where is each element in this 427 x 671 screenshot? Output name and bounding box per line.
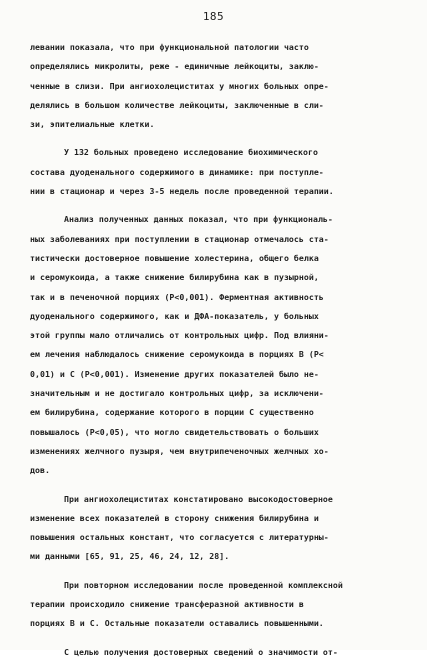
paragraph <box>30 210 400 480</box>
text-line: зи, эпителиальные клетки. <box>30 119 155 130</box>
paragraph <box>30 576 400 634</box>
paragraph <box>30 490 400 567</box>
text-line: нии в стационар и через 3-5 недель после проведенной терапии. <box>30 186 334 197</box>
text-line: дуоденального содержимого, как и ДФА-показатель, у больных <box>30 310 319 321</box>
text-line: дов. <box>30 465 50 476</box>
text-line: ми данными [65, 91, 25, 46, 24, 12, 28]. <box>30 551 230 562</box>
text-line: ных заболеваниях при поступлении в стационар отмечалось ста- <box>30 233 329 244</box>
text-line: определялись микролиты, реже - единичные лейкоциты, заклю- <box>30 61 319 72</box>
text-line: Анализ полученных данных показал, что при функциональ- <box>64 214 333 225</box>
text-line: изменениях желчного пузыря, чем внутрипеченочных желчных хо- <box>30 445 329 456</box>
text-line: тистически достоверное повышение холестерина, общего белка <box>30 252 319 263</box>
text-line: значительным и не достигало контрольных цифр, за исключени- <box>30 388 324 399</box>
text-line: терапии происходило снижение трансферазной активности в <box>30 599 304 610</box>
text-line: ченные в слизи. При ангиохолециститах у многих больных опре- <box>30 80 329 91</box>
text-line: левании показала, что при функциональной патологии часто <box>30 42 309 52</box>
body-text <box>30 38 400 671</box>
text-line: повышалось (Р<0,05), что могло свидетельствовать о больших <box>30 426 319 437</box>
page-number: 185 <box>202 10 225 23</box>
text-line: и серомукоида, а также снижение билирубина как в пузырной, <box>30 272 319 283</box>
text-line: При повторном исследовании после проведенной комплексной <box>64 579 343 590</box>
text-line: так и в печеночной порциях (Р<0,001). Ферментная активность <box>30 291 324 302</box>
text-line: ем билирубина, содержание которого в порции С существенно <box>30 407 314 418</box>
text-line: ем лечения наблюдалось снижение серомукоида в порциях В (Р< <box>30 349 324 360</box>
text-line: этой группы мало отличались от контрольных цифр. Под влияни- <box>30 330 329 341</box>
text-line: При ангиохолециститах констатировано высокодостоверное <box>64 493 333 504</box>
text-line: состава дуоденального содержимого в динамике: при поступле- <box>30 166 324 177</box>
paragraph <box>30 643 400 662</box>
text-line: изменение всех показателей в сторону снижения билирубина и <box>30 512 319 523</box>
text-line: повышения остальных констант, что согласуется с литературны- <box>30 532 329 543</box>
text-line: 0,01) и С (Р<0,001). Изменение других показателей было не- <box>30 368 319 379</box>
text-line: У 132 больных проведено исследование биохимического <box>64 147 318 158</box>
text-line: порциях В и С. Остальные показатели оставались повышенными. <box>30 618 324 629</box>
paragraph <box>30 38 400 134</box>
text-line: делялись в большом количестве лейкоциты, заключенные в сли- <box>30 99 324 110</box>
paragraph <box>30 143 400 201</box>
text-line: С целью получения достоверных сведений о значимости от- <box>64 646 338 657</box>
